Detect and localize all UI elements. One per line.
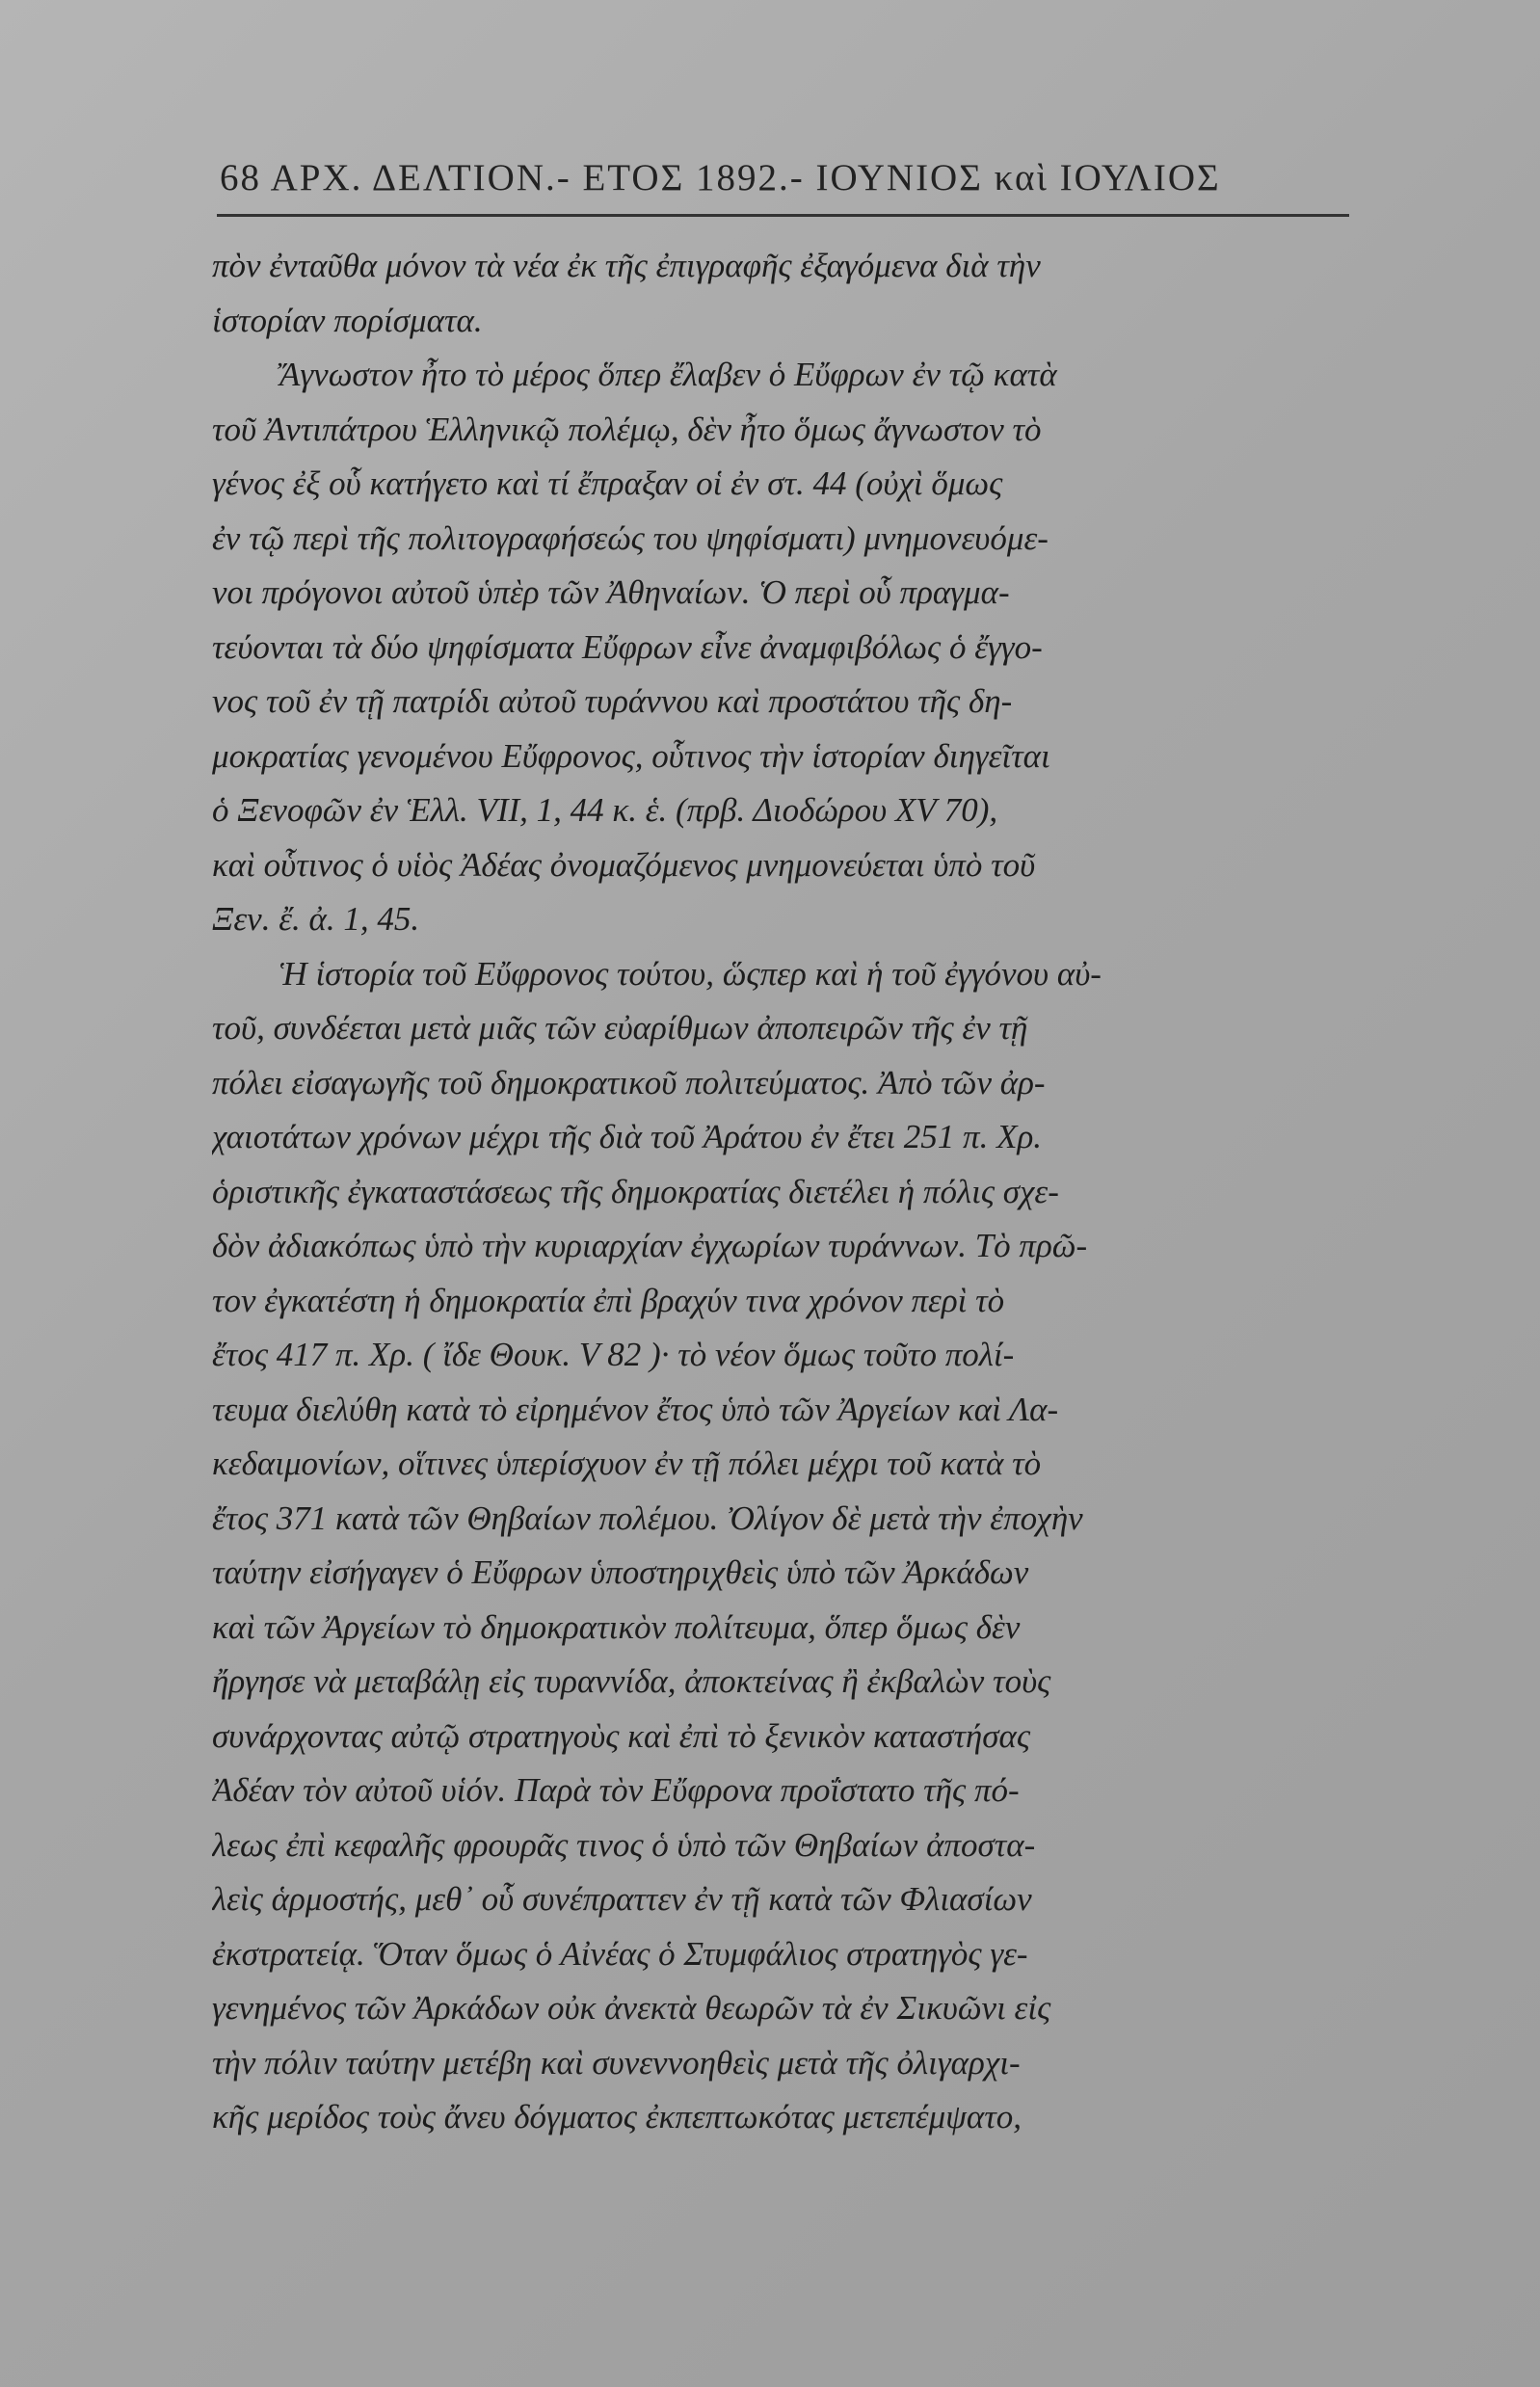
text-line: νοι πρόγονοι αὐτοῦ ὑπὲρ τῶν Ἀθηναίων. Ὁ περὶ οὗ πραγμα- [212,573,1010,611]
text-line: κῆς μερίδος τοὺς ἄνευ δόγματος ἐκπεπτωκότας μετεπέμψατο, [212,2098,1022,2135]
text-line: γένος ἐξ οὗ κατήγετο καὶ τί ἔπραξαν οἱ ἐν στ. 44 (οὐχὶ ὅμως [212,464,1003,502]
body-text [212,239,1340,2145]
text-line: καὶ τῶν Ἀργείων τὸ δημοκρατικὸν πολίτευμα, ὅπερ ὅμως δὲν [212,1607,1021,1646]
text-line: ἱστορίαν πορίσματα. [212,301,483,339]
text-line: τοῦ Ἀντιπάτρου Ἑλληνικῷ πολέμῳ, δὲν ἦτο ὅμως ἄγνωστον τὸ [212,410,1042,448]
text-line: πόλει εἰσαγωγῆς τοῦ δημοκρατικοῦ πολιτεύματος. Ἀπὸ τῶν ἀρ- [212,1063,1046,1101]
text-line: ἔτος 417 π. Χρ. ( ἴδε Θουκ. V 82 )· τὸ νέον ὅμως τοῦτο πολί- [212,1336,1015,1373]
text-line: ἤργησε νὰ μεταβάλῃ εἰς τυραννίδα, ἀποκτείνας ἢ ἐκβαλὼν τοὺς [212,1662,1051,1700]
text-line: κεδαιμονίων, οἵτινες ὑπερίσχυον ἐν τῇ πόλει μέχρι τοῦ κατὰ τὸ [212,1445,1042,1482]
text-line: τευμα διελύθη κατὰ τὸ εἰρημένον ἔτος ὑπὸ τῶν Ἀργείων καὶ Λα- [212,1390,1059,1428]
text-line: λεως ἐπὶ κεφαλῆς φρουρᾶς τινος ὁ ὑπὸ τῶν Θηβαίων ἀποστα- [212,1825,1036,1864]
text-line: ὁριστικῆς ἐγκαταστάσεως τῆς δημοκρατίας διετέλει ἡ πόλις σχε- [212,1172,1059,1210]
text-line: ἐν τῷ περὶ τῆς πολιτογραφήσεώς του ψηφίσματι) μνημονευόμε- [212,518,1049,557]
text-line: Ξεν. ἔ. ἀ. 1, 45. [212,900,420,938]
text-line: τεύονται τὰ δύο ψηφίσματα Εὔφρων εἶνε ἀναμφιβόλως ὁ ἔγγο- [212,627,1043,666]
text-line: τον ἐγκατέστη ἡ δημοκρατία ἐπὶ βραχύν τινα χρόνον περὶ τὸ [212,1281,1005,1319]
text-line: δὸν ἀδιακόπως ὑπὸ τὴν κυριαρχίαν ἐγχωρίων τυράννων. Τὸ πρῶ- [212,1227,1088,1264]
text-line: ταύτην εἰσήγαγεν ὁ Εὔφρων ὑποστηριχθεὶς ὑπὸ τῶν Ἀρκάδων [212,1553,1029,1591]
text-line: τὴν πόλιν ταύτην μετέβη καὶ συνεννοηθεὶς μετὰ τῆς ὀλιγαρχι- [212,2043,1021,2082]
text-line: γενημένος τῶν Ἀρκάδων οὐκ ἀνεκτὰ θεωρῶν τὰ ἐν Σικυῶνι εἰς [212,1989,1051,2027]
text-line: καὶ οὗτινος ὁ υἱὸς Ἀδέας ὀνομαζόμενος μνημονεύεται ὑπὸ τοῦ [212,845,1036,884]
text-line: ἔτος 371 κατὰ τῶν Θηβαίων πολέμου. Ὀλίγον δὲ μετὰ τὴν ἐποχὴν [212,1499,1083,1537]
text-line: νος τοῦ ἐν τῇ πατρίδι αὐτοῦ τυράννου καὶ προστάτου τῆς δη- [212,682,1013,720]
text-line: Ἀδέαν τὸν αὐτοῦ υἱόν. Παρὰ τὸν Εὔφρονα προΐστατο τῆς πό- [212,1771,1020,1809]
running-header: 68 ΑΡΧ. ΔΕΛΤΙΟΝ.- ΕΤΟΣ 1892.- ΙΟΥΝΙΟΣ καὶ ΙΟΥΛΙΟΣ [220,157,1221,199]
text-line: Ἡ ἱστορία τοῦ Εὔφρονος τούτου, ὥςπερ καὶ ἡ τοῦ ἐγγόνου αὐ- [279,954,1102,993]
text-line: τοῦ, συνδέεται μετὰ μιᾶς τῶν εὐαρίθμων ἀποπειρῶν τῆς ἐν τῇ [212,1009,1028,1047]
text-line: λεὶς ἁρμοστής, μεθ᾽ οὗ συνέπραττεν ἐν τῇ κατὰ τῶν Φλιασίων [212,1880,1032,1918]
text-line: πὸν ἐνταῦθα μόνον τὰ νέα ἐκ τῆς ἐπιγραφῆς ἐξαγόμενα διὰ τὴν [212,247,1041,284]
header-rule [217,214,1349,217]
text-line: χαιοτάτων χρόνων μέχρι τῆς διὰ τοῦ Ἀράτου ἐν ἔτει 251 π. Χρ. [212,1118,1043,1155]
text-line: Ἄγνωστον ἦτο τὸ μέρος ὅπερ ἔλαβεν ὁ Εὔφρων ἐν τῷ κατὰ [279,356,1057,393]
text-line: ὁ Ξενοφῶν ἐν Ἑλλ. VII, 1, 44 κ. ἑ. (πρβ. Διοδώρου XV 70), [212,791,998,829]
text-line: μοκρατίας γενομένου Εὔφρονος, οὗτινος τὴν ἱστορίαν διηγεῖται [212,736,1050,775]
text-line: ἐκστρατείᾳ. Ὅταν ὅμως ὁ Αἰνέας ὁ Στυμφάλιος στρατηγὸς γε- [212,1934,1028,1973]
text-line: συνάρχοντας αὐτῷ στρατηγοὺς καὶ ἐπὶ τὸ ξενικὸν καταστήσας [212,1716,1031,1755]
